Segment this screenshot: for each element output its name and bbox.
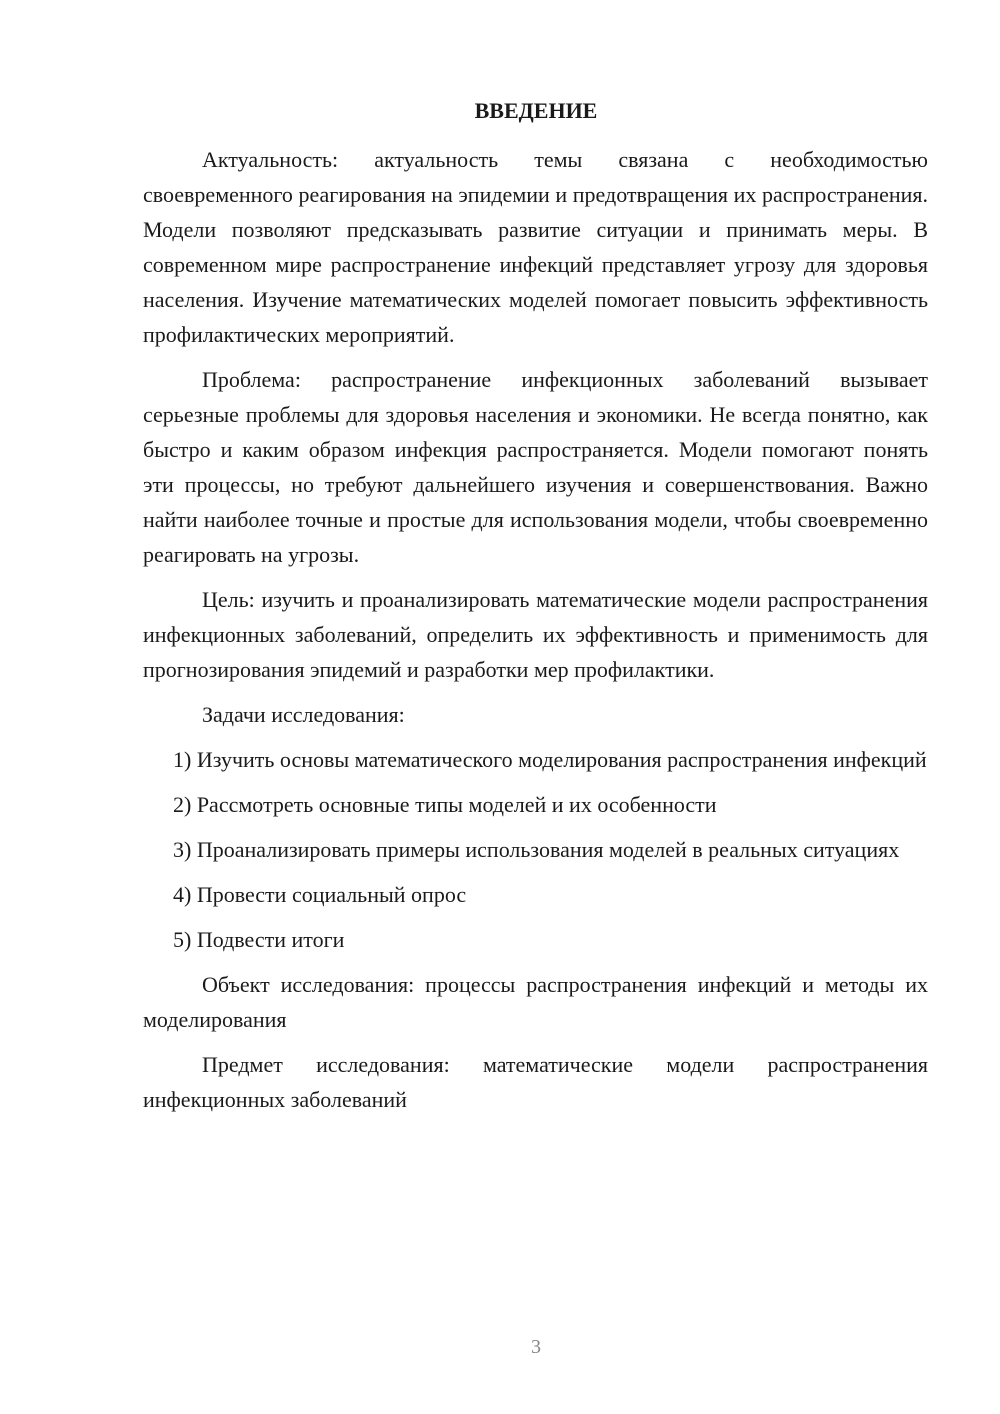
list-item: 3) Проанализировать примеры использования моделей в реальных ситуациях bbox=[173, 837, 900, 862]
list-item: 5) Подвести итоги bbox=[173, 927, 345, 952]
tasks-list bbox=[143, 742, 928, 957]
list-item: 4) Провести социальный опрос bbox=[173, 882, 467, 907]
goal-paragraph: Цель: изучить и проанализировать математические модели распространения инфекционных заболеваний, определить их эффективность и применимость для прогнозирования эпидемий и разработки мер профилактики. bbox=[143, 587, 928, 682]
relevance-paragraph: Актуальность: актуальность темы связана с необходимостью своевременного реагирования на эпидемии и предотвращения их распространения. Модели позволяют предсказывать развитие ситуации и принимать меры. В современном мире распространение инфекций представляет угрозу для здоровья населения. Изучение математических моделей помогает повысить эффективность профилактических мероприятий. bbox=[143, 147, 928, 347]
list-item: 2) Рассмотреть основные типы моделей и их особенности bbox=[173, 792, 717, 817]
problem-paragraph: Проблема: распространение инфекционных заболеваний вызывает серьезные проблемы для здоровья населения и экономики. Не всегда понятно, как быстро и каким образом инфекция распространяется. Модели помогают понять эти процессы, но требуют дальнейшего изучения и совершенствования. Важно найти наиболее точные и простые для использования модели, чтобы своевременно реагировать на угрозы. bbox=[143, 367, 928, 567]
tasks-heading: Задачи исследования: bbox=[202, 702, 405, 727]
object-paragraph: Объект исследования: процессы распространения инфекций и методы их моделирования bbox=[143, 972, 928, 1032]
document-body bbox=[143, 142, 928, 1117]
page-title: ВВЕДЕНИЕ bbox=[474, 98, 598, 123]
subject-paragraph: Предмет исследования: математические модели распространения инфекционных заболеваний bbox=[143, 1052, 928, 1112]
page-number: 3 bbox=[531, 1336, 541, 1358]
list-item: 1) Изучить основы математического моделирования распространения инфекций bbox=[173, 747, 927, 772]
